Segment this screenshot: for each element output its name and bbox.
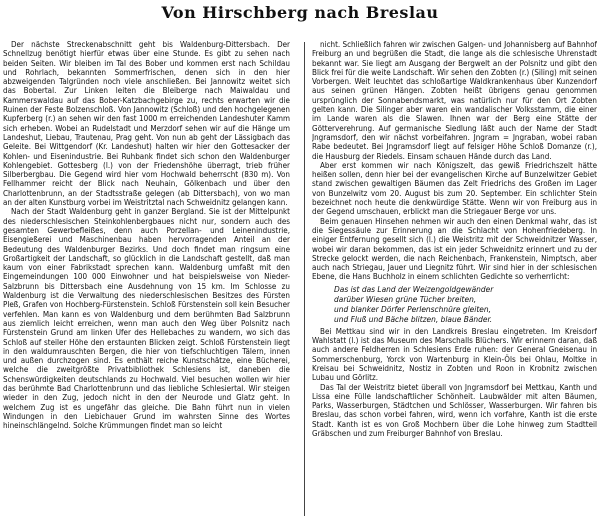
paragraph: nicht. Schließlich fahren wir zwischen Galgen- und Johannisberg auf Bahnhof Freiburg an und begrüßen die Stadt, die lange als die schlesische Uhrenstadt bekannt war. Sie liegt am Ausgang der Bergwelt an der Polsnitz und gibt den Blick frei für die weite Landschaft. Wir sehen den Zobten (r.) (Siling) mit seinen Vorbergen. Weit leuchtet das schloßartige Waldkrankenhaus über Kunzendorf aus seinen grünen Hängen. Zobten heißt übrigens genau genommen ursprünglich der Sonnabendsmarkt, was natürlich nur für den Ort Zobten gelten kann. Die Silinger aber waren ein wandalischer Volksstamm, die einer im Lande waren als die Slawen. Ihnen war der Berg eine Stätte der Götterverehrung. Auf germanische Siedlung läßt auch der Name der Stadt Jngramsdorf, den wir nächst vorbeifahren. Jngram = Jngraban, wobei raban Rabe bedeutet. Bei Jngramsdorf liegt auf felsiger Höhe Schloß Domanze (r.), die Hausburg der Riedels. Einsam schauen Hände durch das Land. <box>312 40 597 161</box>
left-column <box>3 40 290 516</box>
paragraph: Beim genauen Hinsehen nehmen wir auch den einen Denkmal wahr, das ist die Siegessäule zur Erinnerung an die Schlacht von Hohenfriedeberg. In einiger Entfernung gesellt sich (l.) die Weistritz mit der Schweidnitzer Wasser, wobei wir daran bekommen, das ist ein jeder Schweidnitz erinnert und zu der Strecke gelockt werden, die nach Reichenbach, Frankenstein, Nimptsch, aber auch nach Striegau, Jauer und Liegnitz führt. Wir sind hier in der schlesischen Ebene, die Hans Buchholz in einem schlichten Gedichte so verherrlicht: <box>312 216 597 282</box>
article-title: Von Hirschberg nach Breslau <box>161 3 439 22</box>
paragraph: Der nächste Streckenabschnitt geht bis Waldenburg-Dittersbach. Der Schnellzug benötigt hierfür etwas über eine Stunde. Es gibt zu sehen nach beiden Seiten. Wir bleiben im Tal des Bober und kommen erst nach Schildau und Rohrlach, bekannten Sommerfrischen, denen sich in den hier abzweigenden Talgründen noch viele anschließen. Bei Jannowitz weitet sich das Bobertal. Zur Linken leiten die Bleiberge nach Maiwaldau und Kammerswaldau auf das Bober-Katzbachgebirge zu, rechts erwarten wir die Ruinen der Feste Bolzenschloß. Von Jannowitz (Schloß) und den hochgelegenen Kupferberg (r.) an sehen wir den fast 1000 m erreichenden Landeshuter Kamm sich erheben. Wobei an Rudelstadt und Merzdorf sehen wir auf die Hänge um Landeshut, Liebau, Trautenau, Prag geht. Von nun ab geht der Lässigbach das Geleite. Bei Wittgendorf (Kr. Landeshut) halten wir hier den Gottesacker der Kohlen- und Eisenindustrie. Bei Ruhbank findet sich schon den Waldenburger Kohlengebiet. Gottesberg (l.) von der Friedenshöhe überragt, trieb früher Silberbergbau. Die Gegend wird hier vom Hochwald beherrscht (830 m). Von Fellhammer reicht der Blick nach Neuhain, Gölkenbach und über den Charlottenbrunn, an der Stadtsstraße gelegen (ab Dittersbach), von wo man an der alten Kunstburg vorbei im Weistritztal nach Schweidnitz gelangen kann. <box>3 40 290 208</box>
column-divider <box>304 42 305 516</box>
paragraph: Aber erst kommen wir nach Königszelt, das gewiß Friedrichszelt hätte heißen sollen, denn hier bei der evangelischen Kirche auf Bunzelwitzer Gebiet stand zwischen gewaltigen Bäumen das Zelt Friedrichs des Großen im Lager von Bunzelwitz vom 20. August bis zum 20. September. Ein schlichter Stein bezeichnet noch heute die denkwürdige Stätte. Wenn wir von Freiburg aus in der Gegend umschauen, erblickt man die Striegauer Berge vor uns. <box>312 160 597 217</box>
paragraph: Das Tal der Weistritz bietet überall von Jngramsdorf bei Mettkau, Kanth und Lissa eine Fülle landschaftlicher Schönheit. Laubwälder mit alten Bäumen, Parks, Wasserburgen, Städtchen und Schlösser, Wasserburgen. Wir fahren bis Breslau, das schon vorbei fahren, wird, wenn ich vorfahre, Kanth ist die erste Stadt. Kanth ist es von Groß Mochbern über die Lohe hinweg zum Stadtteil Gräbschen und zum Freiburger Bahnhof von Breslau. <box>312 382 597 438</box>
poem-line: darüber Wiesen grüne Tücher breiten, <box>334 293 477 304</box>
poem-line: und Fluß und Bäche blitzen, blaue Bänder. <box>334 313 493 324</box>
paragraph: Nach der Stadt Waldenburg geht in ganzer Bergland. Sie ist der Mittelpunkt des niederschlesischen Steinkohlenbergbaues nicht nur, sondern auch des gesamten Gewerbefleißes, denn auch Porzellan- und Leinenindustrie, Eisengießerei und Maschinenbau haben hervorragenden Anteil an der Bedeutung des Waldenburger Bezirks. Und doch findet man ringsum eine Großartigkeit der Landschaft, so glücklich in die Landschaft gestellt, daß man kaum von einer Fabrikstadt sprechen kann. Waldenburg umfaßt mit den Eingemeindungen 100 000 Einwohner und hat beispielsweise von Nieder-Salzbrunn bis Dittersbach eine Ausdehnung von 15 km. Im Schlosse zu Waldenburg ist die Verwaltung des niederschlesischen Besitzes des Fürsten Pleß, Grafen von Hochberg-Fürstenstein. Schloß Fürstenstein soll kein Besucher verfehlen. Man kann es von Waldenburg und dem berühmten Bad Salzbrunn aus ziemlich leicht erreichen, wenn man auch den Weg über Polsnitz nach Fürstenstein Grund am linken Ufer des Hellebaches zu wandern, wo sich das Schloß auf steiler Höhe den erstaunten Blicken zeigt. Schloß Fürstenstein liegt in den waldumrauschten Bergen, die hier von tiefschluchtigen Tälern, innen und außen durchzogen sind. Es enthält reiche Kunstschätze, eine Bücherei, welche die zweitgrößte Privatbibliothek Schlesiens ist, daneben die Schenswürdigkeiten deutschlands zu Hochwald. Viel besuchen wollen wir hier das berühmte Bad Charlottenbrunn und das liebliche Schlesiertal. Wir steigen wieder in den Zug, jedoch nicht in den der Neurode und Glatz geht. In welchem Zug ist es ungefähr das gleiche. Die Bahn führt nun in vielen Windungen in den Liebichauer Grund im wahrsten Sinne des Wortes hineinschlängelnd. Solche Krümmungen findet man so leicht <box>3 207 290 431</box>
paragraph: Bei Mettkau sind wir in den Landkreis Breslau eingetreten. Im Kreisdorf Wahlstatt (l.) ist das Museum des Marschalls Blüchers. Wir erinnern daran, daß auch andere Feldherren in Schlesiens Erde ruhen: der General Gneisenau in Sommerschenburg, Yorck von Wartenburg in Klein-Öls bei Ohlau, Moltke in Kreisau bei Schweidnitz, Nostiz in Zobten und Roon in Krobnitz zwischen Lubau und Görlitz. <box>312 326 597 383</box>
poem-line: Das ist das Land der Weizengoldgewänder <box>334 283 494 294</box>
poem <box>334 284 597 324</box>
right-column <box>312 40 597 516</box>
poem-line: und blanker Dörfer Perlenschnüre gleiten, <box>334 303 491 314</box>
